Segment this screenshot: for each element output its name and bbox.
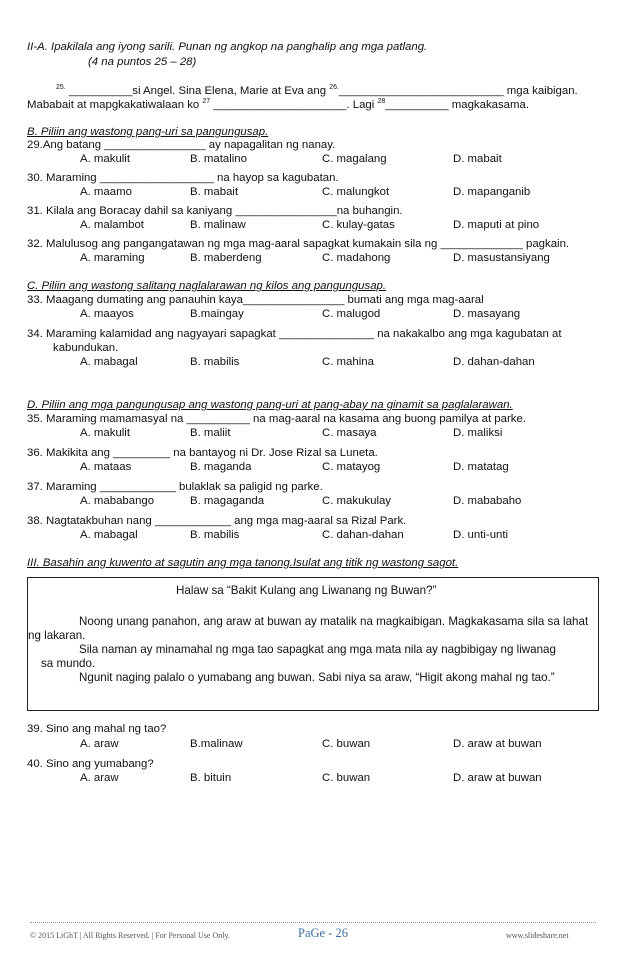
- option-a: A. mabagal: [80, 356, 138, 368]
- option-b: B. bituin: [190, 772, 232, 784]
- option-c: C. masaya: [322, 427, 377, 439]
- story-box: [27, 577, 599, 711]
- section-3-heading: III. Basahin ang kuwento at sagutin ang mga tanong.Isulat ang titik ng wastong sagot.: [27, 557, 459, 569]
- option-d: D. masustansiyang: [453, 252, 550, 264]
- option-c: C. matayog: [322, 461, 381, 473]
- option-b: B. maberdeng: [190, 252, 262, 264]
- option-a: A. maamo: [80, 186, 132, 198]
- option-d: D. matatag: [453, 461, 509, 473]
- fill-text: mga kaibigan.: [503, 85, 578, 97]
- option-a: A. maayos: [80, 308, 134, 320]
- item-number-28: 28: [377, 98, 386, 106]
- story-title: Halaw sa “Bakit Kulang ang Liwanang ng Buwan?”: [176, 584, 437, 597]
- question-38: 38. Nagtatakbuhan nang ____________ ang mga mag-aaral sa Rizal Park.: [27, 515, 407, 527]
- blank-26: __________________________: [338, 85, 504, 97]
- option-d: D. mapanganib: [453, 186, 531, 198]
- option-b: B. mabilis: [190, 529, 240, 541]
- question-36: 36. Makikita ang _________ na bantayog ni Dr. Jose Rizal sa Luneta.: [27, 447, 378, 459]
- fill-line-1: [56, 84, 578, 98]
- fill-text: magkakasama.: [448, 99, 529, 111]
- option-c: C. kulay-gatas: [322, 219, 395, 231]
- option-a: A. makulit: [80, 153, 131, 165]
- option-c: C. mahina: [322, 356, 374, 368]
- section-b-heading: B. Piliin ang wastong pang-uri sa pangungusap.: [27, 126, 269, 138]
- option-d: D. dahan-dahan: [453, 356, 535, 368]
- story-paragraph-1-continued: ng lakaran.: [28, 629, 86, 642]
- option-c: C. malungkot: [322, 186, 390, 198]
- option-a: A. araw: [80, 738, 119, 750]
- option-a: A. mababango: [80, 495, 155, 507]
- option-b: B. mabilis: [190, 356, 240, 368]
- section-2a-points: (4 na puntos 25 – 28): [88, 56, 197, 68]
- option-d: D. masayang: [453, 308, 521, 320]
- question-31: 31. Kilala ang Boracay dahil sa kaniyang ________________na buhangin.: [27, 205, 403, 217]
- blank-27: _____________________: [210, 99, 347, 111]
- option-d: D. mabait: [453, 153, 502, 165]
- option-b: B. malinaw: [190, 219, 246, 231]
- option-d: D. araw at buwan: [453, 772, 542, 784]
- blank-28: __________: [385, 99, 449, 111]
- footer-copyright: © 2015 LiGhT | All Rights Reserved. | For Personal Use Only.: [30, 931, 230, 940]
- option-d: D. maliksi: [453, 427, 503, 439]
- question-29: 29.Ang batang ________________ ay napagalitan ng nanay.: [27, 139, 336, 151]
- option-c: C. makukulay: [322, 495, 392, 507]
- section-2a-heading: II-A. Ipakilala ang iyong sarili. Punan ng angkop na panghalip ang mga patlang.: [27, 41, 428, 53]
- item-number-27: 27: [202, 98, 211, 106]
- question-34: 34. Maraming kalamidad ang nagyayari sapagkat _______________ na nakakalbo ang mga kagubatan at: [27, 328, 562, 340]
- option-b: B.malinaw: [190, 738, 243, 750]
- option-b: B. mabait: [190, 186, 239, 198]
- option-b: B. maliit: [190, 427, 231, 439]
- question-33: 33. Maagang dumating ang panauhin kaya________________ bumati ang mga mag-aaral: [27, 294, 484, 306]
- option-c: C. buwan: [322, 738, 371, 750]
- section-c-heading: C. Piliin ang wastong salitang naglalarawan ng kilos ang pangungusap.: [27, 280, 387, 292]
- story-paragraph-2-continued: sa mundo.: [41, 657, 96, 670]
- section-d-heading: D. Piliin ang mga pangungusap ang wastong pang-uri at pang-abay na ginamit sa paglalarawan.: [27, 399, 513, 411]
- option-b: B. maganda: [190, 461, 252, 473]
- option-d: D. mababaho: [453, 495, 522, 507]
- fill-text: si Angel. Sina Elena, Marie at Eva ang: [132, 85, 330, 97]
- fill-text: Mababait at mapgkakatiwalaan ko: [27, 99, 203, 111]
- item-number-26: 26.: [329, 84, 339, 92]
- option-c: C. magalang: [322, 153, 387, 165]
- option-a: A. mabagal: [80, 529, 138, 541]
- option-a: A. araw: [80, 772, 119, 784]
- option-c: C. madahong: [322, 252, 391, 264]
- option-a: A. makulit: [80, 427, 131, 439]
- option-d: D. unti-unti: [453, 529, 509, 541]
- footer-site: www.slideshare.net: [506, 931, 569, 940]
- story-paragraph-2: Sila naman ay minamahal ng mga tao sapagkat ang mga mata nila ay nagbibigay ng liwanag: [79, 643, 556, 656]
- option-c: C. buwan: [322, 772, 371, 784]
- fill-line-2: [27, 98, 529, 112]
- option-a: A. maraming: [80, 252, 145, 264]
- question-34-continued: kabundukan.: [53, 342, 119, 354]
- footer-divider: [30, 922, 596, 923]
- item-number-25: 25.: [56, 84, 66, 92]
- option-c: C. dahan-dahan: [322, 529, 404, 541]
- question-30: 30. Maraming __________________ na hayop sa kagubatan.: [27, 172, 339, 184]
- option-b: B. magaganda: [190, 495, 265, 507]
- blank-25: __________: [68, 85, 133, 97]
- question-32: 32. Malulusog ang pangangatawan ng mga mag-aaral sapagkat kumakain sila ng _____________ pagkain.: [27, 238, 570, 250]
- option-c: C. malugod: [322, 308, 381, 320]
- option-d: D. maputi at pino: [453, 219, 540, 231]
- question-39: 39. Sino ang mahal ng tao?: [27, 723, 167, 735]
- story-paragraph-1: Noong unang panahon, ang araw at buwan ay matalik na magkaibigan. Magkakasama sila sa lahat: [79, 615, 589, 628]
- question-40: 40. Sino ang yumabang?: [27, 758, 154, 770]
- option-b: B.maingay: [190, 308, 244, 320]
- option-a: A. malambot: [80, 219, 144, 231]
- fill-text: . Lagi: [346, 99, 378, 111]
- option-a: A. mataas: [80, 461, 132, 473]
- question-35: 35. Maraming mamamasyal na __________ na mag-aaral na kasama ang buong pamilya at parke.: [27, 413, 526, 425]
- footer-page-number: PaGe - 26: [298, 926, 348, 940]
- option-b: B. matalino: [190, 153, 247, 165]
- option-d: D. araw at buwan: [453, 738, 542, 750]
- question-37: 37. Maraming ____________ bulaklak sa paligid ng parke.: [27, 481, 323, 493]
- story-paragraph-3: Ngunit naging palalo o yumabang ang buwan. Sabi niya sa araw, “Higit akong mahal ng tao.”: [79, 671, 555, 684]
